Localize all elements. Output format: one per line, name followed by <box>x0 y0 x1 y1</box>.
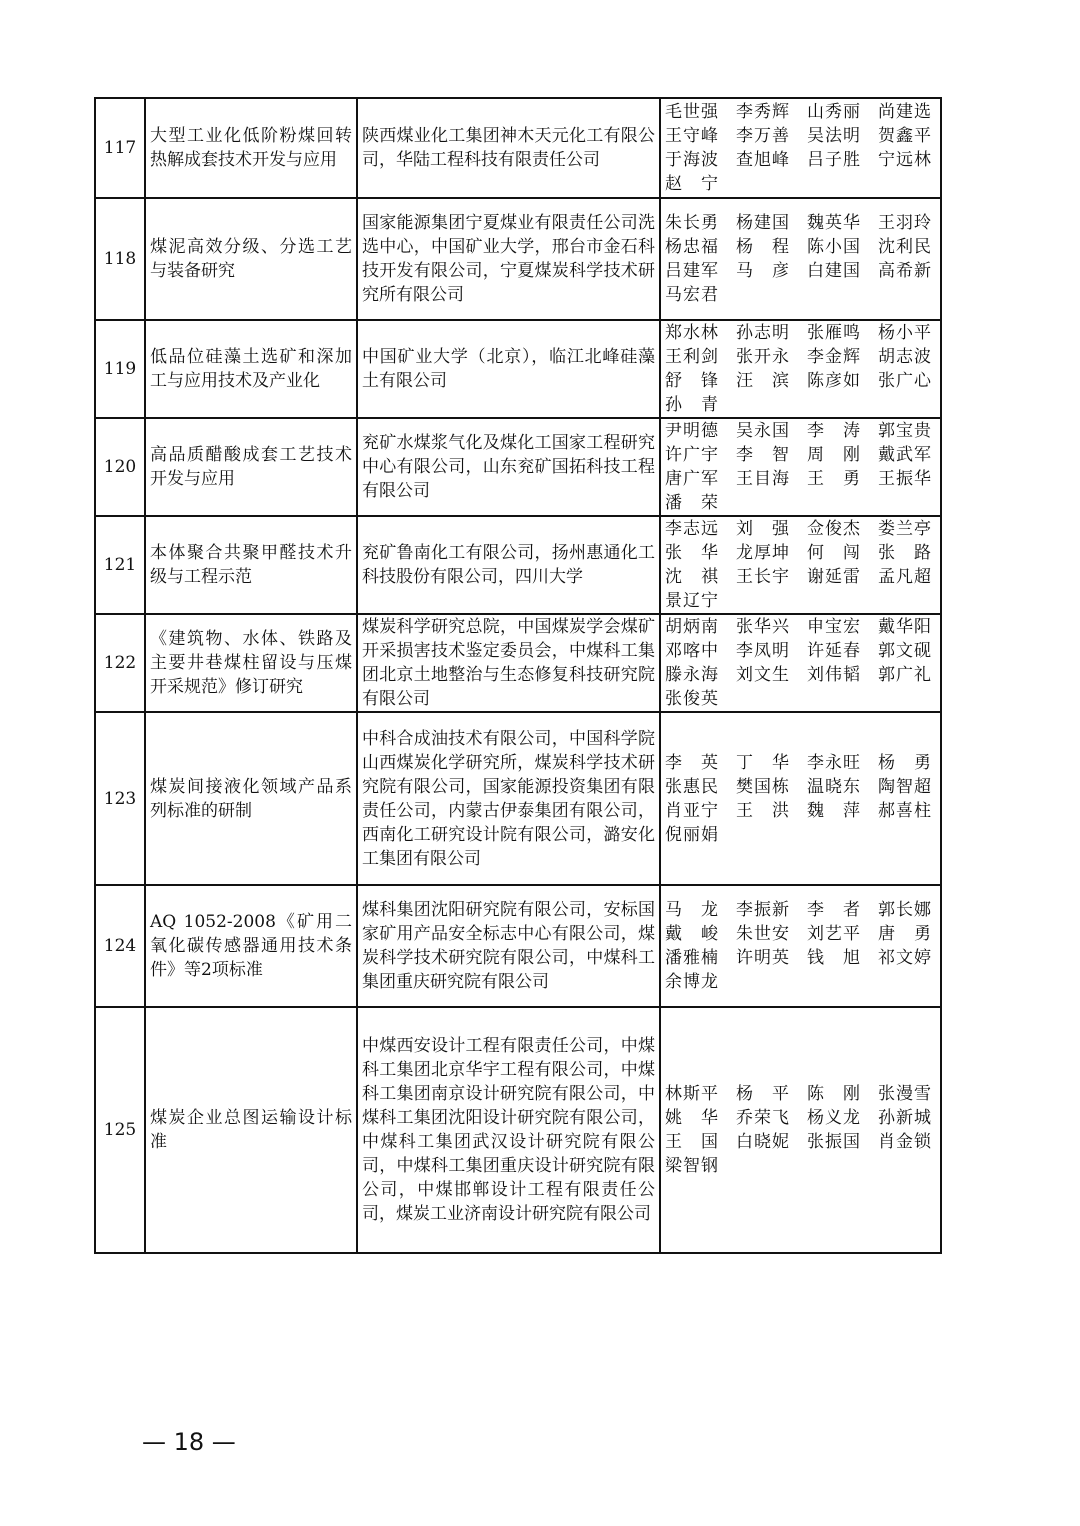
person-name: 尚建选 <box>878 102 932 122</box>
person-name: 肖金锁 <box>878 1132 932 1152</box>
people-list <box>665 1082 936 1178</box>
table-row <box>95 885 941 1007</box>
person-name: 潘雅楠 <box>665 948 719 968</box>
person-name: 邓喀中 <box>665 641 719 661</box>
person-name: 钱 旭 <box>807 948 861 968</box>
project-name: 低品位硅藻土选矿和深加工与应用技术及产业化 <box>145 320 357 418</box>
row-number: 118 <box>95 198 145 320</box>
project-name: 煤炭间接液化领域产品系列标准的研制 <box>145 712 357 885</box>
person-name: 吴永国 <box>736 421 790 441</box>
person-name: 温晓东 <box>807 776 861 797</box>
person-name: 李永旺 <box>807 752 861 773</box>
person-name: 李秀辉 <box>736 102 790 122</box>
person-name: 戴华阳 <box>878 617 932 637</box>
person-name: 张开永 <box>736 347 790 367</box>
person-name: 潘 荣 <box>665 493 719 513</box>
person-name: 申宝宏 <box>807 617 861 637</box>
award-table <box>94 97 942 1254</box>
person-name: 孙志明 <box>736 323 790 343</box>
person-name: 王守峰 <box>665 126 719 146</box>
person-name: 舒 锋 <box>665 371 719 391</box>
person-name: 戴武军 <box>878 445 932 465</box>
person-name: 刘艺平 <box>807 924 861 944</box>
completing-people <box>660 516 941 614</box>
person-name: 张惠民 <box>665 776 719 797</box>
person-name: 杨建国 <box>736 213 790 233</box>
table-row <box>95 198 941 320</box>
person-name: 何 闯 <box>807 543 861 563</box>
person-name: 张华兴 <box>736 617 790 637</box>
person-name: 张 路 <box>878 543 932 563</box>
person-name: 杨 勇 <box>878 752 932 773</box>
person-name: 朱世安 <box>736 924 790 944</box>
person-name: 祁文婷 <box>878 948 932 968</box>
completing-people <box>660 320 941 418</box>
people-list <box>665 100 936 196</box>
person-name: 于海波 <box>665 150 719 170</box>
table-row <box>95 98 941 198</box>
project-name: 《建筑物、水体、铁路及主要井巷煤柱留设与压煤开采规范》修订研究 <box>145 614 357 712</box>
table-row <box>95 712 941 885</box>
completing-people <box>660 418 941 516</box>
completing-units: 中科合成油技术有限公司，中国科学院山西煤炭化学研究所，煤炭科学技术研究院有限公司，国家能源投资集团有限责任公司，内蒙古伊泰集团有限公司，西南化工研究设计院有限公司，潞安化工集团有限公司 <box>357 712 660 885</box>
person-name: 刘伟韬 <box>807 665 861 685</box>
person-name: 山秀丽 <box>807 102 861 122</box>
completing-units: 国家能源集团宁夏煤业有限责任公司洗选中心，中国矿业大学，邢台市金石科技开发有限公司，宁夏煤炭科学技术研究所有限公司 <box>357 198 660 320</box>
page-number: — 18 — <box>142 1428 236 1456</box>
row-number: 119 <box>95 320 145 418</box>
person-name: 李万善 <box>736 126 790 146</box>
person-name: 许广宇 <box>665 445 719 465</box>
person-name: 马 龙 <box>665 900 719 920</box>
project-name: 本体聚合共聚甲醛技术升级与工程示范 <box>145 516 357 614</box>
person-name: 郭长娜 <box>878 900 932 920</box>
completing-units: 中国矿业大学（北京），临江北峰硅藻土有限公司 <box>357 320 660 418</box>
project-name: AQ 1052-2008《矿用二氧化碳传感器通用技术条件》等2项标准 <box>145 885 357 1007</box>
person-name: 陈小国 <box>807 237 861 257</box>
person-name: 宁远林 <box>878 150 932 170</box>
person-name: 唐 勇 <box>878 924 932 944</box>
person-name: 滕永海 <box>665 665 719 685</box>
person-name: 樊国栋 <box>736 776 790 797</box>
person-name: 李 者 <box>807 900 861 920</box>
person-name: 王振华 <box>878 469 932 489</box>
person-name: 戴 峻 <box>665 924 719 944</box>
person-name: 王 勇 <box>807 469 861 489</box>
person-name: 许明英 <box>736 948 790 968</box>
person-name: 杨义龙 <box>807 1108 861 1128</box>
person-name: 唐广军 <box>665 469 719 489</box>
person-name: 郑水林 <box>665 323 719 343</box>
row-number: 121 <box>95 516 145 614</box>
table-row <box>95 418 941 516</box>
completing-people <box>660 98 941 198</box>
person-name: 毛世强 <box>665 102 719 122</box>
person-name: 吕子胜 <box>807 150 861 170</box>
row-number: 117 <box>95 98 145 198</box>
person-name: 张广心 <box>878 371 932 391</box>
person-name: 郭广礼 <box>878 665 932 685</box>
person-name: 白建国 <box>807 261 861 281</box>
person-name: 李凤明 <box>736 641 790 661</box>
people-list <box>665 615 936 711</box>
completing-people <box>660 1007 941 1253</box>
people-list <box>665 517 936 613</box>
person-name: 沈利民 <box>878 237 932 257</box>
person-name: 孟凡超 <box>878 567 932 587</box>
person-name: 李志远 <box>665 519 719 539</box>
person-name: 王利剑 <box>665 347 719 367</box>
table-row <box>95 614 941 712</box>
person-name: 魏 萍 <box>807 800 861 821</box>
row-number: 122 <box>95 614 145 712</box>
person-name: 王羽玲 <box>878 213 932 233</box>
row-number: 125 <box>95 1007 145 1253</box>
person-name: 李 智 <box>736 445 790 465</box>
person-name: 李 英 <box>665 752 719 773</box>
person-name: 陈彦如 <box>807 371 861 391</box>
person-name: 王长宇 <box>736 567 790 587</box>
person-name: 王目海 <box>736 469 790 489</box>
completing-units: 兖矿水煤浆气化及煤化工国家工程研究中心有限公司，山东兖矿国拓科技工程有限公司 <box>357 418 660 516</box>
completing-people <box>660 712 941 885</box>
person-name: 郝喜柱 <box>878 800 932 821</box>
person-name: 刘文生 <box>736 665 790 685</box>
person-name: 景辽宁 <box>665 591 719 611</box>
person-name: 杨小平 <box>878 323 932 343</box>
person-name: 陈 刚 <box>807 1084 861 1104</box>
completing-people <box>660 614 941 712</box>
person-name: 李金辉 <box>807 347 861 367</box>
person-name: 佥俊杰 <box>807 519 861 539</box>
completing-units: 兖矿鲁南化工有限公司，扬州惠通化工科技股份有限公司，四川大学 <box>357 516 660 614</box>
person-name: 马宏君 <box>665 285 719 305</box>
table-row <box>95 516 941 614</box>
person-name: 尹明德 <box>665 421 719 441</box>
person-name: 马 彦 <box>736 261 790 281</box>
person-name: 赵 宁 <box>665 174 719 194</box>
completing-units: 中煤西安设计工程有限责任公司，中煤科工集团北京华宇工程有限公司，中煤科工集团南京设计研究院有限公司，中煤科工集团沈阳设计研究院有限公司，中煤科工集团武汉设计研究院有限公司，中煤科工集团重庆设计研究院有限公司，中煤邯郸设计工程有限责任公司，煤炭工业济南设计研究院有限公司 <box>357 1007 660 1253</box>
people-list <box>665 751 936 847</box>
person-name: 李 涛 <box>807 421 861 441</box>
person-name: 吴法明 <box>807 126 861 146</box>
completing-units: 煤炭科学研究总院，中国煤炭学会煤矿开采损害技术鉴定委员会，中煤科工集团北京土地整治与生态修复科技研究院有限公司 <box>357 614 660 712</box>
completing-units: 陕西煤业化工集团神木天元化工有限公司，华陆工程科技有限责任公司 <box>357 98 660 198</box>
award-table-body <box>95 98 941 1253</box>
person-name: 孙新城 <box>878 1108 932 1128</box>
person-name: 吕建军 <box>665 261 719 281</box>
table-row <box>95 1007 941 1253</box>
person-name: 余博龙 <box>665 972 719 992</box>
person-name: 许延春 <box>807 641 861 661</box>
people-list <box>665 898 936 994</box>
person-name: 郭宝贵 <box>878 421 932 441</box>
person-name: 杨 程 <box>736 237 790 257</box>
person-name: 白晓妮 <box>736 1132 790 1152</box>
person-name: 张振国 <box>807 1132 861 1152</box>
row-number: 123 <box>95 712 145 885</box>
person-name: 娄兰亭 <box>878 519 932 539</box>
table-row <box>95 320 941 418</box>
person-name: 郭文砚 <box>878 641 932 661</box>
project-name: 高品质醋酸成套工艺技术开发与应用 <box>145 418 357 516</box>
person-name: 王 国 <box>665 1132 719 1152</box>
person-name: 刘 强 <box>736 519 790 539</box>
person-name: 张 华 <box>665 543 719 563</box>
person-name: 姚 华 <box>665 1108 719 1128</box>
person-name: 胡志波 <box>878 347 932 367</box>
person-name: 乔荣飞 <box>736 1108 790 1128</box>
person-name: 王 洪 <box>736 800 790 821</box>
person-name: 谢延雷 <box>807 567 861 587</box>
person-name: 林斯平 <box>665 1084 719 1104</box>
person-name: 丁 华 <box>736 752 790 773</box>
person-name: 梁智钢 <box>665 1156 719 1176</box>
person-name: 龙厚坤 <box>736 543 790 563</box>
project-name: 煤泥高效分级、分选工艺与装备研究 <box>145 198 357 320</box>
person-name: 李振新 <box>736 900 790 920</box>
person-name: 杨 平 <box>736 1084 790 1104</box>
completing-units: 煤科集团沈阳研究院有限公司，安标国家矿用产品安全标志中心有限公司，煤炭科学技术研究院有限公司，中煤科工集团重庆研究院有限公司 <box>357 885 660 1007</box>
person-name: 朱长勇 <box>665 213 719 233</box>
person-name: 肖亚宁 <box>665 800 719 821</box>
project-name: 煤炭企业总图运输设计标准 <box>145 1007 357 1253</box>
person-name: 张雁鸣 <box>807 323 861 343</box>
row-number: 124 <box>95 885 145 1007</box>
person-name: 高希新 <box>878 261 932 281</box>
person-name: 孙 青 <box>665 395 719 415</box>
person-name: 贺鑫平 <box>878 126 932 146</box>
person-name: 陶智超 <box>878 776 932 797</box>
person-name: 张漫雪 <box>878 1084 932 1104</box>
person-name: 张俊英 <box>665 689 719 709</box>
completing-people <box>660 885 941 1007</box>
person-name: 魏英华 <box>807 213 861 233</box>
person-name: 沈 祺 <box>665 567 719 587</box>
completing-people <box>660 198 941 320</box>
person-name: 汪 滨 <box>736 371 790 391</box>
people-list <box>665 321 936 417</box>
row-number: 120 <box>95 418 145 516</box>
person-name: 杨忠福 <box>665 237 719 257</box>
person-name: 倪丽娟 <box>665 824 719 845</box>
people-list <box>665 419 936 515</box>
people-list <box>665 211 936 307</box>
person-name: 查旭峰 <box>736 150 790 170</box>
project-name: 大型工业化低阶粉煤回转热解成套技术开发与应用 <box>145 98 357 198</box>
person-name: 胡炳南 <box>665 617 719 637</box>
person-name: 周 刚 <box>807 445 861 465</box>
